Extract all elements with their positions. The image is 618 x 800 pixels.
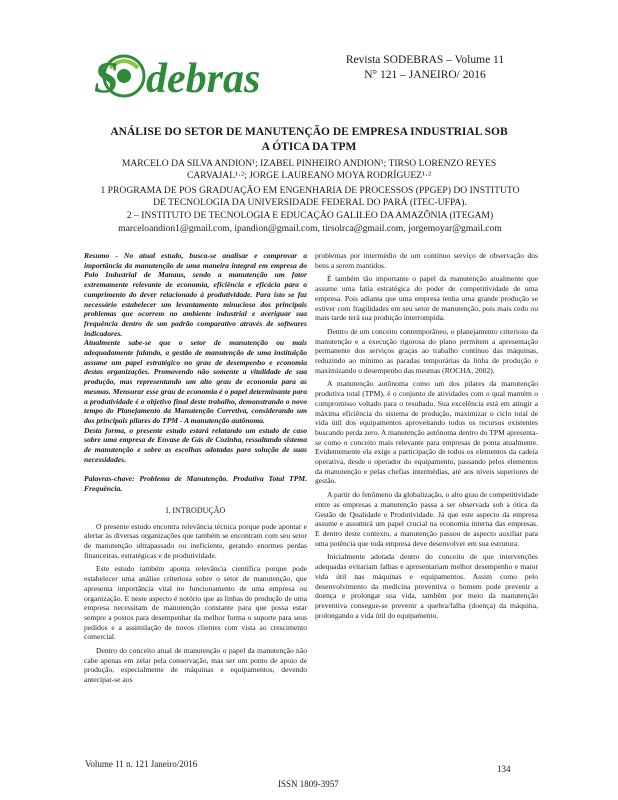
affiliation-2: 2 – INSTITUTO DE TECNOLOGIA E EDUCAÇÃO GALILEO DA AMAZÔNIA (ITEGAM) bbox=[126, 210, 494, 221]
keywords: Palavras-chave: Problema de Manutenção. Produtiva Total TPM. Frequência. bbox=[84, 474, 307, 494]
page-number: 134 bbox=[497, 764, 511, 774]
abstract-paragraph: Atualmente sabe-se que o setor de manutenção ou mais adequadamente falando, a gestão de manutenção de uma instituição assume um papel estratégico no grau de desempenho e economia destas organizações. Promovendo não somente a vitalidade de sua produção, mas representando um alto grau de economia para as mesmas. Mensurar esse grau de economia é o papel determinante para a produtividade é o objetivo final deste trabalho, demonstrando o novo tempo do Planejamento da Manutenção Corretiva, considerando um dos principais pilares do TPM - A manutenção autônoma. bbox=[84, 338, 307, 425]
journal-issue: N° 121 – JANEIRO/ 2016 bbox=[364, 69, 486, 81]
title-line-1: ANÁLISE DO SETOR DE MANUTENÇÃO DE EMPRESA INDUSTRIAL SOB bbox=[110, 126, 508, 138]
abstract-paragraph: Desta forma, o presente estudo estará relatando um estudo de caso sobre uma empresa de Envase de Gás de Cozinha, ressaltando sistema de manutenção e sobre as escolhas adotadas para solução de suas necessidades. bbox=[84, 425, 307, 464]
body-paragraph: Inicialmente adotada dentro do conceito de que intervenções adequadas evitariam falhas e apresentariam melhor desempenho e maior vida útil nas máquinas e equipamentos. Assim como pelo desenvolvimento da medicina preventiva o homem pode prevenir a doença e prolongar sua vida, também por meio da manutenção preventiva consegue-se prevenir a quebra/falha (doença) da máquina, prolongando a vida útil do equipamento. bbox=[315, 552, 538, 620]
affiliation-1 bbox=[82, 185, 538, 209]
author-emails: marceloandion1@gmail.com, ipandion@gmail.com, tirsolrca@gmail.com, jorgemoyar@gmail.com bbox=[118, 223, 502, 234]
journal-logo bbox=[80, 46, 300, 106]
section-heading: I. INTRODUÇÃO bbox=[165, 505, 226, 515]
body-paragraph: Dentro de um conceito contemporâneo, o planejamento criterioso da manutenção e a execução rigorosa do plano permitem a apresentação permanente dos serviços graças ao trabalho contínuo das máquinas, reduzindo ao mínimo as paradas temporárias da linha de produção e maximizando o desempenho das mesmas (ROCHA, 2002). bbox=[315, 326, 538, 375]
affiliation-1-line-2: DE TECNOLOGIA DA UNIVERSIDADE FEDERAL DO PARÁ (ITEC-UFPA). bbox=[153, 197, 467, 208]
body-paragraph: A partir do fenômeno da globalização, o alto grau de competitividade entre as empresas a manutenção passa a ser observada sob a ótica da Gestão de Qualidade e Produtividade. Já que este aspecto da empresa assume e assumirá um papel crucial na economia interna das empresas. E dentro deste contexto, a manutenção passou de aspecto auxiliar para uma potência que toda empresa deve desenvolver em sua estrutura. bbox=[315, 490, 538, 548]
journal-header bbox=[330, 53, 520, 83]
title-line-2: A ÓTICA DA TPM bbox=[261, 141, 357, 153]
article-title bbox=[70, 125, 548, 155]
svg-text:debras: debras bbox=[146, 56, 261, 102]
sodebras-logo-icon bbox=[80, 46, 300, 106]
body-paragraph: Este estudo também aponta relevância científica porque pode estabelecer uma análise criteriosa sobre o setor de manutenção, que apresenta importância vital no funcionamento de uma empresa ou organização. E neste aspecto é notório que as linhas de produção de uma empresa necessitam de manutenção constante para que possa estar sempre a postos para desempenhar da melhor forma o suporte para seus pedidos e a assimilação de novos clientes com vista ao crescimento comercial. bbox=[84, 564, 307, 642]
body-paragraph: O presente estudo encontra relevância técnica porque pode apontar e alertar às diversas organizações que também se encontram com seu setor de manutenção ultrapassado ou ineficiente, gerando enormes perdas financeiras, estratégicas e de produtividade. bbox=[84, 521, 307, 560]
body-paragraph: problemas por intermédio de um contínuo serviço de observação dos bens a serem mantidos. bbox=[315, 251, 538, 270]
abstract bbox=[84, 251, 307, 464]
authors-line-1: MARCELO DA SILVA ANDION¹; IZABEL PINHEIRO ANDION¹; TIRSO LORENZO REYES bbox=[121, 158, 497, 169]
footer-issn: ISSN 1809-3957 bbox=[278, 779, 339, 789]
authors-line-2: CARVAJAL¹·²; JORGE LAUREANO MOYA RODRÍGUEZ¹·² bbox=[186, 170, 431, 181]
left-column bbox=[84, 251, 307, 689]
journal-volume: Revista SODEBRAS – Volume 11 bbox=[345, 54, 505, 66]
body-paragraph: A manutenção autônoma como um dos pilares da manutenção produtiva total (TPM), é o conjunto de atividades com o qual mantém o compromisso voltado para o resultado. Sua excelência está em atingir a máxima eficiência do sistema de produção, maximizar o ciclo total de vida útil dos equipamentos aproveitando todos os recursos existentes buscando perda zero. A manutenção autônoma dentro do TPM apresenta-se como o conceito mais relevante para empresas de ponta atualmente. Evidentemente ela exige a participação de todos os elementos da cadeia operativa, desde o operador do equipamento, passando pelos elementos da manutenção e pelas chefias intermédias, até aos níveis superiores de gestão. bbox=[315, 379, 538, 486]
author-list bbox=[78, 158, 540, 182]
affiliation-1-line-1: 1 PROGRAMA DE POS GRADUAÇÃO EM ENGENHARIA DE PROCESSOS (PPGEP) DO INSTITUTO bbox=[100, 185, 520, 196]
body-paragraph: É também tão importante o papel da manutenção atualmente que assume uma fatia estratégica do poder de competitividade de uma empresa. Pois adianta que uma empresa tenha uma grande produção se estiver com fragilidades em seu setor de manutenção, pois mais cedo ou mais tarde terá sua produção interrompida. bbox=[315, 274, 538, 323]
footer-volume: Volume 11 n. 121 Janeiro/2016 bbox=[85, 759, 198, 769]
right-column bbox=[315, 251, 538, 624]
svg-text:S: S bbox=[94, 53, 119, 102]
body-paragraph: Dentro do conceito atual de manutenção o papel da manutenção não cabe apenas em zelar pela conservação, mas ser um ponto de apoio de produção, especialmente de máquinas e equipamentos, devendo antecipar-se aos bbox=[84, 646, 307, 685]
abstract-paragraph: Resumo - No atual estudo, busca-se analisar e comprovar a importância da manutenção de uma maneira integral em empresa do Polo Industrial de Manaus, sendo a manutenção um fator extremamente relevante de economia, eficiência e eficácia para o cumprimento do dever relacionado à produtividade. Para isto se faz necessário estabelecer um levantamento minucioso dos principais problemas que ocorrem no ambiente industrial e averiguar sua frequência dentro de um padrão comparativo através de softwares indicadores. bbox=[84, 251, 307, 338]
